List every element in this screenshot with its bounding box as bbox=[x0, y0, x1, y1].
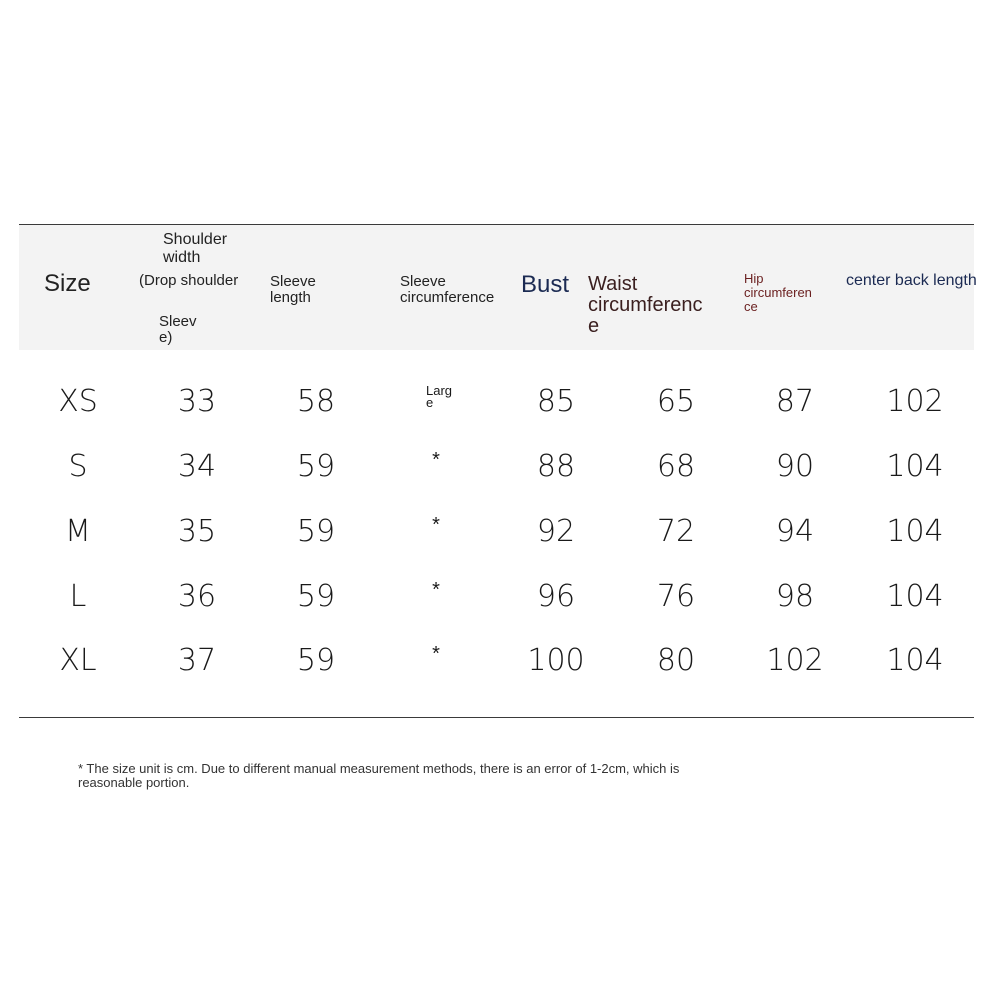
table-cell-back-length: 104 bbox=[886, 449, 944, 484]
table-cell-hip: 94 bbox=[775, 514, 815, 549]
table-cell-size: XL bbox=[59, 643, 97, 678]
table-cell-sleeve-length: 59 bbox=[296, 643, 336, 678]
bottom-rule bbox=[19, 717, 974, 718]
table-cell-bust: 92 bbox=[536, 514, 576, 549]
header-bust: Bust bbox=[521, 271, 570, 298]
table-cell-shoulder: 36 bbox=[177, 579, 217, 614]
table-cell-size: XS bbox=[58, 384, 98, 419]
table-cell-waist: 80 bbox=[656, 643, 696, 678]
table-cell-sleeve-length: 59 bbox=[296, 514, 336, 549]
table-cell-sleeve-circumference: * bbox=[432, 643, 440, 665]
header-drop-shoulder: (Drop shoulder bbox=[139, 272, 239, 289]
table-cell-sleeve-circumference: * bbox=[432, 579, 440, 601]
table-cell-shoulder: 35 bbox=[177, 514, 217, 549]
header-waist: Waist circumferenc e bbox=[588, 273, 703, 337]
header-shoulder-width: Shoulder width bbox=[163, 231, 228, 266]
header-sleeve-length: Sleeve length bbox=[270, 273, 316, 306]
table-cell-waist: 68 bbox=[656, 449, 696, 484]
table-cell-back-length: 102 bbox=[886, 384, 944, 419]
table-cell-waist: 65 bbox=[656, 384, 696, 419]
header-sleeve-fragment: Sleev e) bbox=[159, 313, 197, 346]
header-center-back-length: center back length bbox=[846, 272, 977, 289]
table-cell-size: M bbox=[65, 514, 91, 549]
table-cell-shoulder: 37 bbox=[177, 643, 217, 678]
table-cell-sleeve-circumference: * bbox=[432, 514, 440, 536]
table-cell-back-length: 104 bbox=[886, 579, 944, 614]
table-cell-sleeve-circumference: Larg e bbox=[426, 383, 453, 410]
header-size: Size bbox=[44, 270, 91, 297]
table-cell-bust: 85 bbox=[536, 384, 576, 419]
table-cell-sleeve-length: 58 bbox=[296, 384, 336, 419]
table-cell-bust: 100 bbox=[527, 643, 585, 678]
table-cell-hip: 98 bbox=[775, 579, 815, 614]
table-cell-bust: 88 bbox=[536, 449, 576, 484]
table-cell-hip: 102 bbox=[766, 643, 824, 678]
table-cell-shoulder: 33 bbox=[177, 384, 217, 419]
table-cell-sleeve-length: 59 bbox=[296, 449, 336, 484]
header-sleeve-circumference: Sleeve circumference bbox=[400, 273, 495, 306]
header-hip: Hip circumferen ce bbox=[744, 271, 812, 314]
table-cell-waist: 76 bbox=[656, 579, 696, 614]
table-cell-shoulder: 34 bbox=[177, 449, 217, 484]
table-cell-size: L bbox=[69, 579, 87, 614]
table-cell-back-length: 104 bbox=[886, 514, 944, 549]
table-cell-hip: 87 bbox=[775, 384, 815, 419]
table-cell-hip: 90 bbox=[775, 449, 815, 484]
table-cell-back-length: 104 bbox=[886, 643, 944, 678]
table-cell-bust: 96 bbox=[536, 579, 576, 614]
table-cell-sleeve-length: 59 bbox=[296, 579, 336, 614]
table-cell-size: S bbox=[68, 449, 88, 484]
footnote: * The size unit is cm. Due to different manual measurement methods, there is an error of 1-2cm, which is reasonable portion. bbox=[78, 762, 680, 790]
table-cell-waist: 72 bbox=[656, 514, 696, 549]
table-cell-sleeve-circumference: * bbox=[432, 449, 440, 471]
